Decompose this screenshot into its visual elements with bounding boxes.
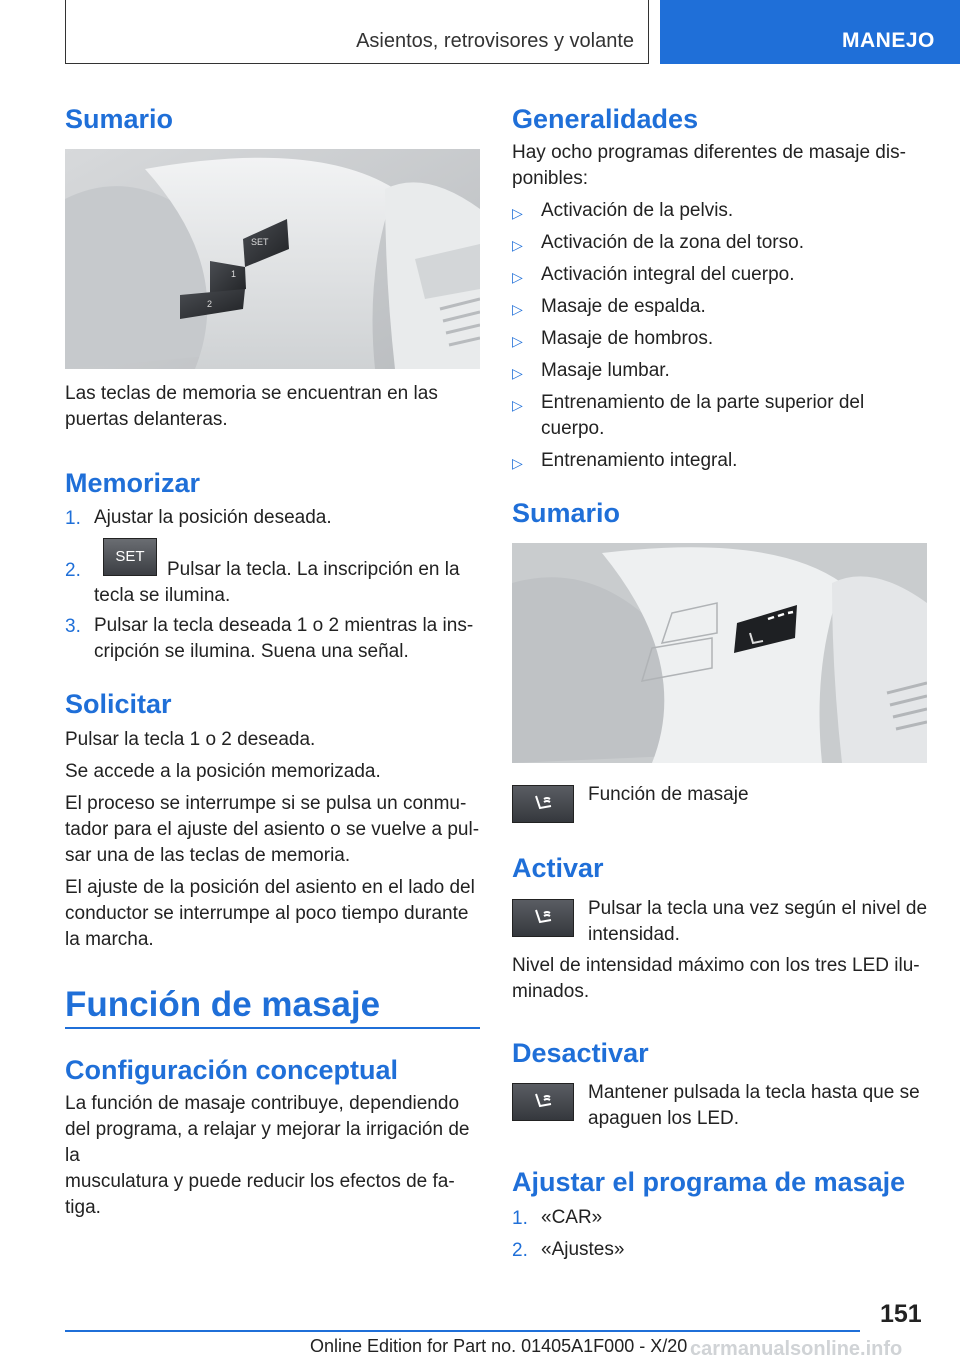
step-text: Pulsar la tecla. La inscripción en la [167, 559, 460, 580]
massage-key-icon [512, 899, 574, 937]
svg-text:2: 2 [207, 299, 213, 309]
step-text: «Ajustes» [541, 1239, 625, 1260]
generalidades-intro: Hay ocho programas diferentes de masaje dis- ponibles: [512, 142, 906, 189]
right-sumario-heading: Sumario [512, 498, 621, 528]
list-item: ▷ Masaje de hombros. [512, 328, 714, 349]
para: Pulsar la tecla 1 o 2 deseada. [65, 729, 316, 750]
footer-watermark: carmanualsonline.info [690, 1338, 903, 1360]
massage-key-icon [512, 1083, 574, 1121]
config-heading: Configuración conceptual [65, 1055, 399, 1085]
header-tab-label: MANEJO [842, 29, 935, 52]
set-key-icon: SET [103, 538, 157, 576]
door-massage-key-photo [512, 543, 927, 763]
desactivar-text: Mantener pulsada la tecla hasta que se apaguen los LED. [588, 1082, 920, 1129]
list-item: ▷ Masaje lumbar. [512, 360, 670, 381]
step-text-cont: cripción se ilumina. Suena una señal. [94, 641, 409, 662]
config-para: La función de masaje contribuye, dependiendo del programa, a relajar y mejorar la irrigación de la musculatura y puede reducir los efectos de fa- tiga. [65, 1093, 470, 1218]
step-text: Ajustar la posición deseada. [94, 507, 332, 528]
para: El ajuste de la posición del asiento en el lado del conductor se interrumpe al poco tiempo durante la marcha. [65, 877, 475, 950]
page-number: 151 [880, 1300, 922, 1328]
step-number: 1. [512, 1208, 528, 1229]
photo-caption [65, 381, 480, 433]
generalidades-heading: Generalidades [512, 104, 699, 134]
header-tab[interactable] [660, 0, 960, 64]
list-item: ▷ Activación de la zona del torso. [512, 232, 804, 253]
step-text: «CAR» [541, 1207, 603, 1228]
header-section-title: Asientos, retrovisores y volante [356, 30, 634, 52]
step-text: Pulsar la tecla deseada 1 o 2 mientras la ins- [94, 615, 474, 636]
step-number: 1. [65, 508, 81, 529]
list-item: ▷ Entrenamiento integral. [512, 450, 738, 471]
activar-text: Pulsar la tecla una vez según el nivel de intensidad. [588, 898, 928, 945]
massage-key-caption: Función de masaje [588, 784, 749, 805]
svg-text:1: 1 [231, 269, 237, 279]
masaje-chapter-heading: Función de masaje [65, 985, 381, 1024]
step-number: 2. [512, 1240, 528, 1261]
header-section-box [65, 0, 649, 64]
ajustar-heading: Ajustar el programa de masaje [512, 1167, 906, 1197]
list-item: ▷ Masaje de espalda. [512, 296, 706, 317]
list-item: ▷ Activación integral del cuerpo. [512, 264, 795, 285]
step-number: 2. [65, 560, 81, 581]
memorizar-heading: Memorizar [65, 468, 201, 498]
program-list [512, 198, 932, 480]
photo-caption-text: Las teclas de memoria se encuentran en las puertas delanteras. [65, 383, 438, 430]
list-item: ▷ Activación de la pelvis. [512, 200, 734, 221]
left-sumario-heading: Sumario [65, 104, 174, 134]
desactivar-heading: Desactivar [512, 1038, 649, 1068]
svg-text:SET: SET [251, 237, 269, 247]
activar-para: Nivel de intensidad máximo con los tres LED ilu- minados. [512, 955, 920, 1002]
para: El proceso se interrumpe si se pulsa un conmu- tador para el ajuste del asiento o se vuelve a pul- sar una de las teclas de memoria. [65, 793, 480, 866]
step-text-cont: tecla se ilumina. [94, 585, 231, 606]
footer-edition: Online Edition for Part no. 01405A1F000 - X/20 [310, 1336, 688, 1356]
activar-heading: Activar [512, 853, 604, 883]
chapter-rule [65, 1027, 480, 1029]
footer-rule [65, 1330, 860, 1332]
solicitar-heading: Solicitar [65, 689, 172, 719]
solicitar-body [65, 727, 485, 953]
para: Se accede a la posición memorizada. [65, 761, 381, 782]
step-number: 3. [65, 616, 81, 637]
massage-key-icon [512, 785, 574, 823]
list-item: ▷ Entrenamiento de la parte superior del cuerpo. [512, 392, 865, 439]
door-memory-keys-photo [65, 149, 480, 369]
